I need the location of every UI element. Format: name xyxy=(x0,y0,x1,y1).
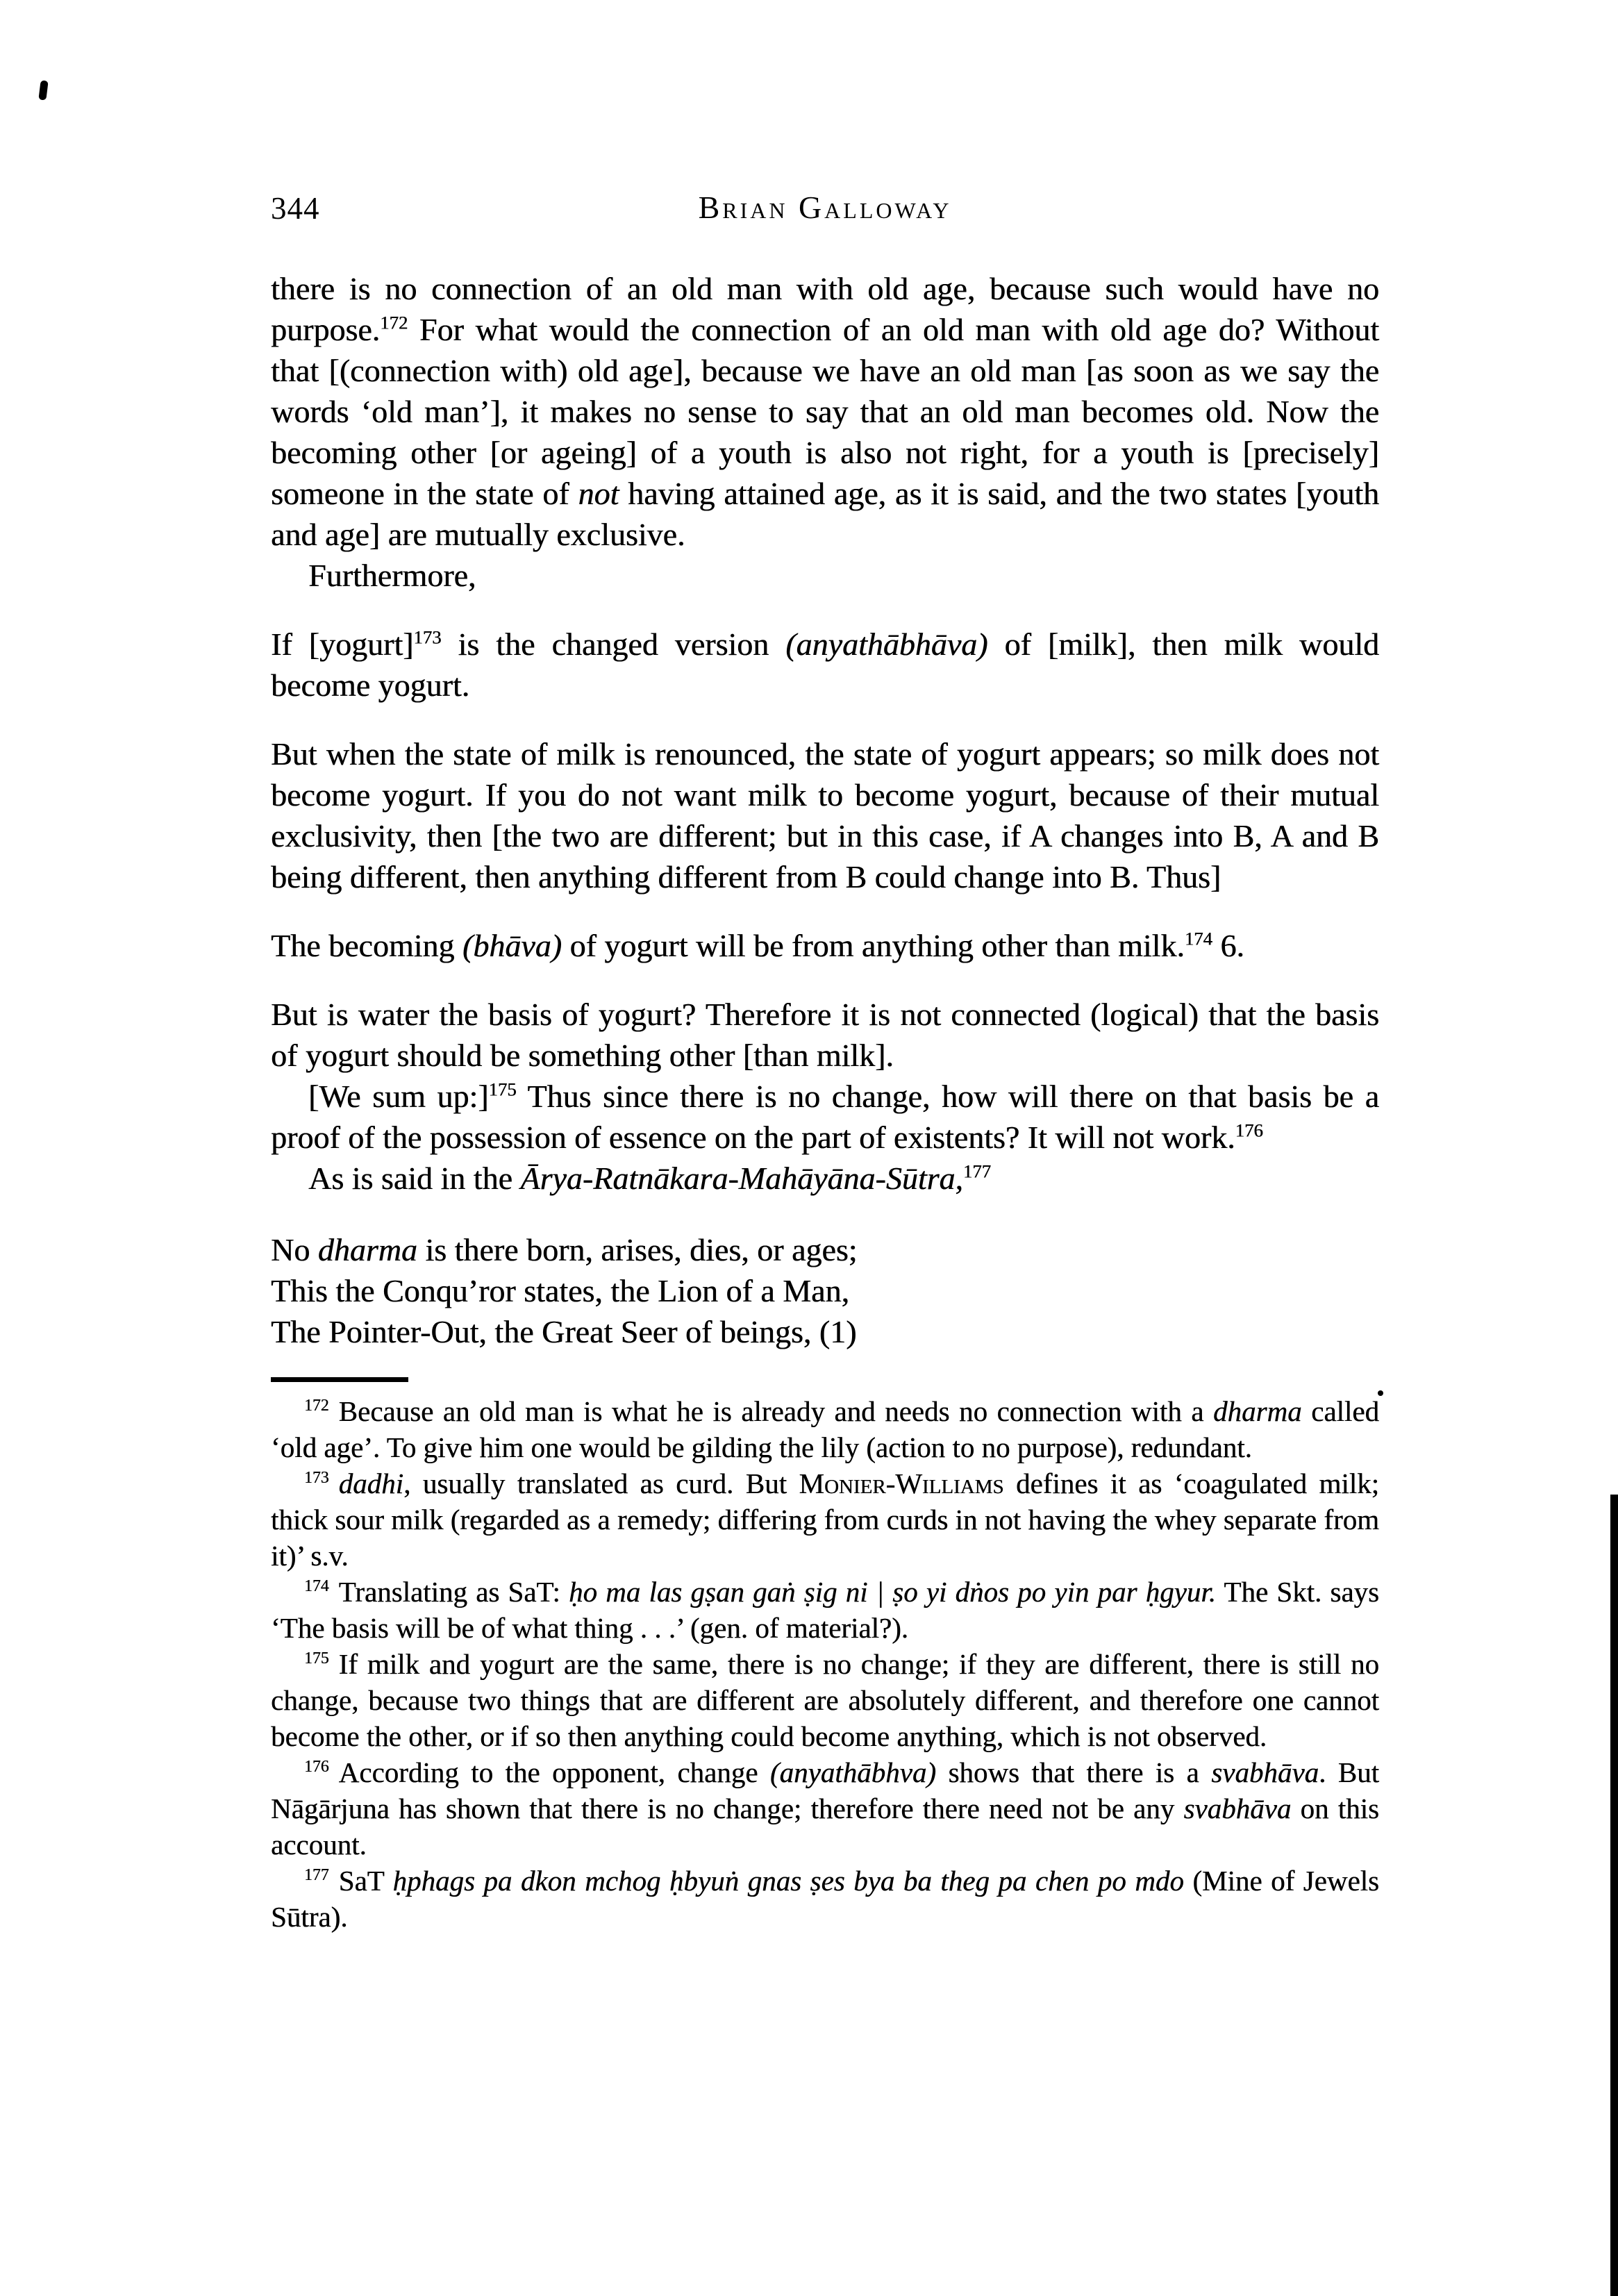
footnote xyxy=(271,1393,1379,1465)
page-header xyxy=(271,189,1379,231)
text-run: According to the opponent, change xyxy=(338,1756,770,1788)
text-run: of [milk], then milk would become yogurt. xyxy=(271,626,1380,703)
footnote xyxy=(271,1863,1379,1935)
text-run: Thus since there is no change, how will there on that basis be a proof of the possession of essence on the part of existents? It will not work. xyxy=(271,1079,1380,1155)
text-run: Monier-Williams xyxy=(799,1467,1004,1499)
text-run: dharma xyxy=(1213,1395,1302,1427)
quote-block xyxy=(271,925,1379,966)
footnote-ref: 173 xyxy=(413,626,442,648)
text-run: there is no connection of an old man with old age, because such would have no purpose. xyxy=(271,271,1379,347)
body-text xyxy=(271,268,1379,1352)
text-run: , usually translated as curd. But xyxy=(403,1467,799,1499)
footnote-ref: 175 xyxy=(488,1079,517,1100)
footnote-number: 174 xyxy=(304,1577,329,1596)
paragraph xyxy=(271,1158,1379,1199)
text-run: (anyathābhāva) xyxy=(785,626,988,662)
text-run: shows that there is a xyxy=(935,1756,1212,1788)
text-run: SaT xyxy=(338,1865,393,1897)
text-run: on this account. xyxy=(271,1792,1379,1861)
text-run: is the changed version xyxy=(441,626,786,662)
verse-line xyxy=(271,1311,1379,1352)
paragraph xyxy=(271,1076,1379,1158)
scan-edge-artifact xyxy=(1610,1495,1618,2296)
footnote-number: 177 xyxy=(304,1866,329,1885)
footnote xyxy=(271,1754,1379,1863)
footnote xyxy=(271,1646,1379,1754)
footnote xyxy=(271,1465,1379,1574)
footnote-ref: 172 xyxy=(380,312,408,333)
text-run: If [yogurt] xyxy=(271,626,414,662)
text-run: But when the state of milk is renounced, the state of yogurt appears; so milk does not become yogurt. If you do not want milk to become yogurt, because of their mutual exclusivity, then [the two are different; but in this case, if A changes into B, A and B being different, then anything different from B could change into B. Thus] xyxy=(271,736,1379,895)
text-run: Translating as SaT: xyxy=(338,1576,569,1608)
footnote xyxy=(271,1574,1379,1646)
footnote-rule xyxy=(271,1377,408,1382)
text-run: dharma xyxy=(317,1232,417,1267)
text-run: This the Conqu’ror states, the Lion of a Man, xyxy=(271,1273,849,1308)
text-run: (Mine of Jewels Sūtra). xyxy=(271,1865,1379,1933)
text-run: svabhāva xyxy=(1211,1756,1319,1788)
text-run: (bhāva) xyxy=(462,928,562,963)
footnote-number: 176 xyxy=(304,1758,329,1777)
text-run: Furthermore, xyxy=(308,558,476,593)
text-run: dadhi xyxy=(338,1467,404,1499)
footnote-number: 172 xyxy=(304,1397,329,1415)
text-run: If milk and yogurt are the same, there is no change; if they are different, there is still no change, because two things that are different are absolutely different, and therefore one cannot become the other, or if so then anything could become anything, which is not observed. xyxy=(271,1648,1379,1752)
text-run: . But Nāgārjuna has shown that there is no change; therefore there need not be any xyxy=(271,1756,1379,1824)
text-run: not xyxy=(578,476,619,511)
text-run: Ārya-Ratnākara-Mahāyāna-Sūtra, xyxy=(520,1161,963,1196)
text-run: But is water the basis of yogurt? Therefore it is not connected (logical) that the basis of yogurt should be something other [than milk]. xyxy=(271,997,1379,1073)
paragraph xyxy=(271,555,1379,596)
text-column xyxy=(271,268,1379,1935)
footnotes-section xyxy=(271,1393,1379,1935)
scan-speck xyxy=(38,80,48,100)
text-run: No xyxy=(271,1232,318,1267)
text-run: ḥphags pa dkon mchog ḥbyuṅ gnas ṣes bya ba theg pa chen po mdo xyxy=(392,1865,1184,1897)
text-run: ḥo ma las gṣan gaṅ ṣig ni | ṣo yi dṅos po yin par ḥgyur. xyxy=(568,1576,1216,1608)
text-run: The Pointer-Out, the Great Seer of beings, (1) xyxy=(271,1314,857,1349)
text-run: of yogurt will be from anything other than milk. xyxy=(561,928,1185,963)
text-run: called ‘old age’. To give him one would be gilding the lily (action to no purpose), redundant. xyxy=(271,1395,1379,1463)
text-run: (anyathābhva) xyxy=(769,1756,936,1788)
paragraph xyxy=(271,994,1379,1076)
text-run: is there born, arises, dies, or ages; xyxy=(417,1232,858,1267)
footnote-number: 175 xyxy=(304,1649,329,1668)
footnote-number: 173 xyxy=(304,1469,329,1488)
running-head: Brian Galloway xyxy=(698,190,952,225)
quote-block xyxy=(271,624,1379,706)
paragraph xyxy=(271,268,1379,555)
text-run: Because an old man is what he is already and needs no connection with a xyxy=(338,1395,1214,1427)
verse-block xyxy=(271,1229,1379,1352)
text-run: The Skt. says ‘The basis will be of what thing . . .’ (gen. of material?). xyxy=(271,1576,1379,1644)
text-run: As is said in the xyxy=(308,1161,521,1196)
text-run: For what would the connection of an old man with old age do? Without that [(connection with) old age], because we have an old man [as soon as we say the words ‘old man’], it makes no sense to say that an old man becomes old. Now the becoming other [or ageing] of a youth is also not right, for a youth is [precisely] someone in the state of xyxy=(271,312,1379,511)
text-run: having attained age, as it is said, and the two states [youth and age] are mutually exclusive. xyxy=(271,476,1379,552)
footnote-ref: 174 xyxy=(1184,928,1212,949)
text-run: svabhāva xyxy=(1183,1792,1292,1824)
text-run: The becoming xyxy=(271,928,462,963)
paragraph xyxy=(271,733,1379,897)
text-run: [We sum up:] xyxy=(308,1079,489,1114)
text-run: defines it as ‘coagulated milk; thick sour milk (regarded as a remedy; differing from curds in not having the whey separate from it)’ s.v. xyxy=(271,1467,1380,1572)
footnote-ref: 177 xyxy=(962,1161,991,1182)
verse-line xyxy=(271,1229,1379,1270)
verse-line xyxy=(271,1270,1379,1311)
footnote-ref: 176 xyxy=(1235,1120,1263,1141)
text-run: 6. xyxy=(1212,928,1244,963)
page-number: 344 xyxy=(271,191,320,226)
